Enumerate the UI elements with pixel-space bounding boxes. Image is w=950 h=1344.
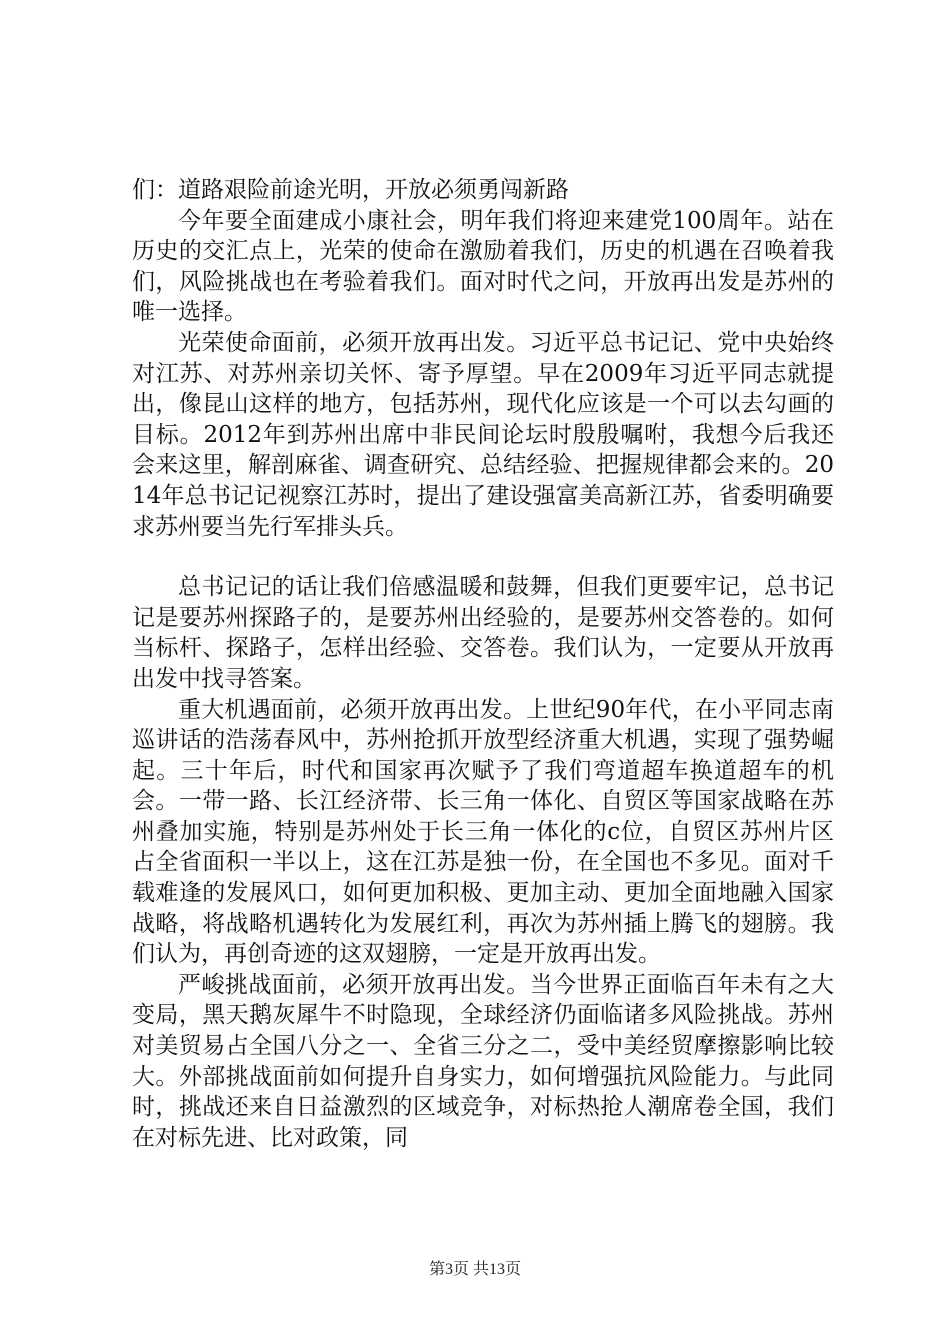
document-body: [132, 175, 834, 1153]
paragraph: 重大机遇面前，必须开放再出发。上世纪90年代，在小平同志南巡讲话的浩荡春风中，苏州抢抓开放型经济重大机遇，实现了强势崛起。三十年后，时代和国家再次赋予了我们弯道超车换道超车的机会。一带一路、长江经济带、长三角一体化、自贸区等国家战略在苏州叠加实施，特别是苏州处于长三角一体化的c位，自贸区苏州片区占全省面积一半以上，这在江苏是独一份，在全国也不多见。面对千载难逢的发展风口，如何更加积极、更加主动、更加全面地融入国家战略，将战略机遇转化为发展红利，再次为苏州插上腾飞的翅膀。我们认为，再创奇迹的这双翅膀，一定是开放再出发。: [132, 696, 834, 968]
paragraph-continuation: 们：道路艰险前途光明，开放必须勇闯新路: [132, 177, 569, 203]
paragraph: 光荣使命面前，必须开放再出发。习近平总书记记、党中央始终对江苏、对苏州亲切关怀、寄予厚望。早在2009年习近平同志就提出，像昆山这样的地方，包括苏州，现代化应该是一个可以去勾画的目标。2012年到苏州出席中非民间论坛时殷殷嘱咐，我想今后我还会来这里，解剖麻雀、调查研究、总结经验、把握规律都会来的。2014年总书记记视察江苏时，提出了建设强富美高新江苏，省委明确要求苏州要当先行军排头兵。: [132, 329, 834, 540]
paragraph: 总书记记的话让我们倍感温暖和鼓舞，但我们更要牢记，总书记记是要苏州探路子的，是要苏州出经验的，是要苏州交答卷的。如何当标杆、探路子，怎样出经验、交答卷。我们认为，一定要从开放再出发中找寻答案。: [132, 574, 834, 692]
paragraph: 今年要全面建成小康社会，明年我们将迎来建党100周年。站在历史的交汇点上，光荣的使命在激励着我们，历史的机遇在召唤着我们，风险挑战也在考验着我们。面对时代之问，开放再出发是苏州的唯一选择。: [132, 207, 834, 326]
paragraph: 严峻挑战面前，必须开放再出发。当今世界正面临百年未有之大变局，黑天鹅灰犀牛不时隐现，全球经济仍面临诸多风险挑战。苏州对美贸易占全国八分之一、全省三分之二，受中美经贸摩擦影响比较大。外部挑战面前如何提升自身实力，如何增强抗风险能力。与此同时，挑战还来自日益激烈的区域竞争，对标热抢人潮席卷全国，我们在对标先进、比对政策，同: [132, 971, 834, 1151]
page-number-footer: 第3页 共13页: [428, 1261, 521, 1278]
